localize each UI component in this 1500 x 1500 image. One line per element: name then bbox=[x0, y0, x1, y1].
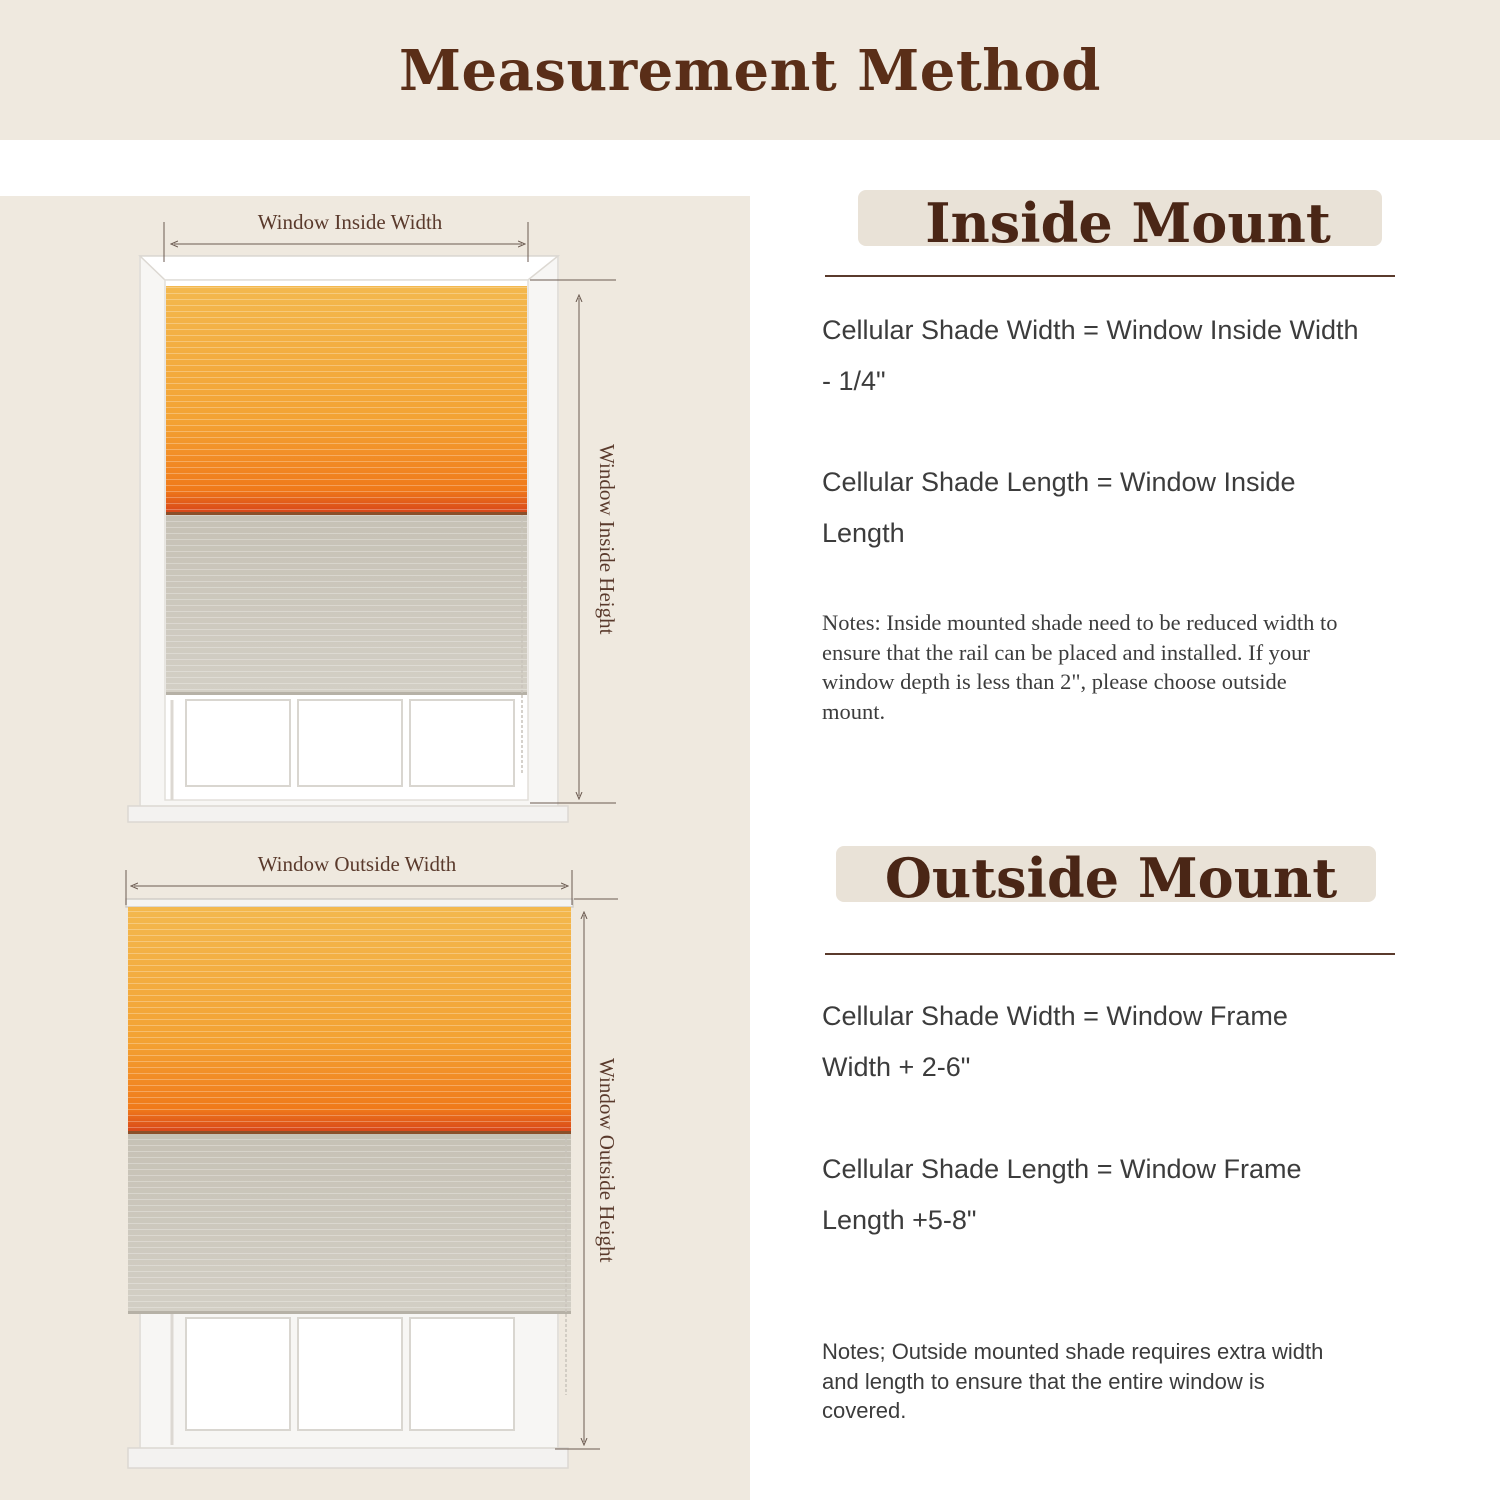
inside-mount-title: Inside Mount bbox=[925, 191, 1331, 255]
windowsill bbox=[128, 806, 568, 822]
windowsill bbox=[128, 1448, 568, 1468]
outside-mount-title: Outside Mount bbox=[884, 846, 1338, 910]
outside-height-label: Window Outside Height bbox=[595, 1058, 619, 1263]
inside-mount-diagram bbox=[128, 222, 616, 822]
inside-mount-divider bbox=[825, 275, 1395, 277]
outside-mount-notes: Notes; Outside mounted shade requires extra width and length to ensure that the entire window is covered. bbox=[822, 1339, 1324, 1423]
outside-width-formula: Cellular Shade Width = Window Frame Width + 2-6" bbox=[822, 1001, 1288, 1082]
inside-width-formula: Cellular Shade Width = Window Inside Width - 1/4" bbox=[822, 315, 1359, 396]
inside-mount-notes: Notes: Inside mounted shade need to be reduced width to ensure that the rail can be placed and installed. If your window depth is less than 2", please choose outside mount. bbox=[822, 610, 1338, 724]
inside-length-formula: Cellular Shade Length = Window Inside Length bbox=[822, 467, 1296, 548]
page-title: Measurement Method bbox=[399, 38, 1101, 104]
inside-height-label: Window Inside Height bbox=[595, 444, 619, 635]
outside-width-label: Window Outside Width bbox=[257, 852, 457, 876]
outside-mount-diagram bbox=[126, 870, 618, 1468]
outside-mount-divider bbox=[825, 953, 1395, 955]
outside-length-formula: Cellular Shade Length = Window Frame Length +5-8" bbox=[822, 1154, 1302, 1235]
inside-width-label: Window Inside Width bbox=[257, 210, 443, 234]
